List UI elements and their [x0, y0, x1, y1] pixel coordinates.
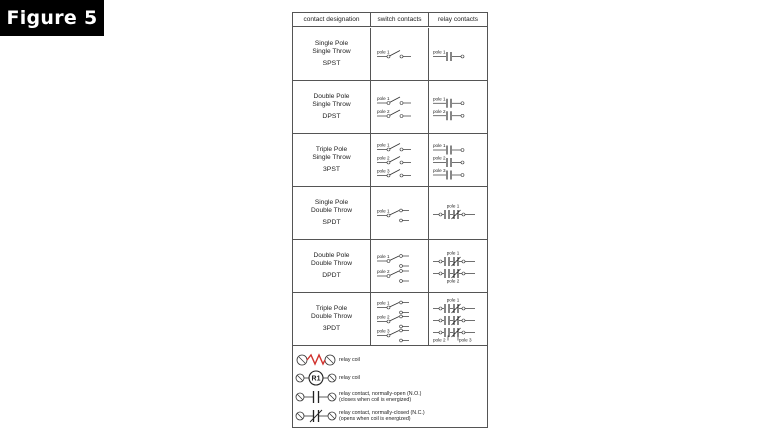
- pole-label: pole 2: [377, 109, 390, 114]
- switch-blade: [390, 157, 401, 163]
- pole-label: pole 1: [377, 208, 390, 214]
- figure-label: Figure 5: [0, 0, 104, 36]
- switch-terminal: [387, 148, 390, 151]
- relay-symbol: [429, 187, 487, 240]
- contact-name: Single Pole Single Throw: [312, 40, 351, 55]
- relay-contacts-cell: [429, 240, 487, 292]
- switch-terminal-upper: [400, 270, 403, 273]
- pole-label: pole 2: [377, 314, 390, 320]
- switch-terminal: [400, 148, 403, 151]
- contact-terminal: [462, 260, 465, 263]
- contact-designation-cell: [293, 28, 371, 80]
- symbol-legend: [293, 345, 487, 427]
- switch-terminal: [387, 320, 390, 323]
- contact-abbreviation: DPDT: [322, 272, 341, 280]
- contact-abbreviation: SPST: [322, 60, 341, 68]
- relay-symbol: [429, 240, 487, 293]
- contact-name: Triple Pole Single Throw: [312, 146, 351, 161]
- switch-terminal: [400, 174, 403, 177]
- legend-text: relay coil: [339, 375, 360, 381]
- relay-contacts-cell: [429, 187, 487, 239]
- relay-symbol: [429, 81, 487, 134]
- relay-symbol: [429, 293, 487, 346]
- switch-terminal-lower: [400, 219, 403, 222]
- table-row: [293, 81, 487, 134]
- switch-blade: [390, 303, 400, 308]
- contact-abbreviation: 3PDT: [322, 325, 341, 333]
- pole-label: pole 1: [433, 96, 446, 102]
- contact-terminal: [439, 213, 442, 216]
- table-row: [293, 134, 487, 187]
- switch-blade: [390, 317, 400, 322]
- switch-contacts-cell: [371, 293, 429, 345]
- switch-terminal: [400, 115, 403, 118]
- header-contact-designation: contact designation: [293, 13, 371, 27]
- contact-terminal: [461, 161, 464, 164]
- switch-blade: [390, 271, 400, 276]
- table-row: [293, 187, 487, 240]
- switch-terminal-upper: [400, 315, 403, 318]
- pole-label: pole 3: [377, 328, 390, 334]
- switch-terminal: [387, 214, 390, 217]
- legend-text: relay coil: [339, 357, 360, 363]
- contact-designation-cell: [293, 81, 371, 133]
- switch-blade: [390, 331, 400, 336]
- table-row: [293, 293, 487, 346]
- switch-blade: [390, 97, 401, 103]
- contact-terminal: [461, 102, 464, 105]
- pole-label: pole 1: [377, 49, 390, 55]
- contact-terminal: [462, 319, 465, 322]
- contact-terminal: [462, 331, 465, 334]
- contact-abbreviation: 3PST: [323, 166, 340, 174]
- pole-label: pole 1: [377, 142, 390, 148]
- switch-symbol: [371, 81, 429, 134]
- switch-terminal-upper: [400, 301, 403, 304]
- header-relay-contacts: relay contacts: [429, 13, 487, 27]
- contact-designation-cell: [293, 187, 371, 239]
- contact-terminal: [461, 55, 464, 58]
- switch-terminal: [387, 260, 390, 263]
- contact-terminal: [439, 319, 442, 322]
- switch-terminal: [387, 334, 390, 337]
- legend-item: [293, 351, 487, 369]
- legend-text: relay contact, normally-closed (N.C.) (opens when coil is energized): [339, 410, 425, 422]
- relay-contacts-cell: [429, 81, 487, 133]
- pole-label: pole 2: [377, 155, 390, 161]
- legend-text: relay contact, normally-open (N.O.) (closes when coil is energized): [339, 391, 422, 403]
- switch-symbol: [371, 293, 429, 346]
- relay-coil-wave-icon: [293, 351, 339, 369]
- legend-item: [293, 407, 487, 425]
- switch-terminal-lower: [400, 265, 403, 268]
- switch-terminal: [387, 55, 390, 58]
- coil-label: R1: [311, 375, 321, 383]
- pole-label: pole 1: [377, 254, 390, 259]
- header-switch-contacts: switch contacts: [371, 13, 429, 27]
- switch-blade: [390, 170, 401, 176]
- switch-contacts-cell: [371, 134, 429, 186]
- contact-designation-cell: [293, 240, 371, 292]
- normally-open-contact-icon: [293, 388, 339, 406]
- switch-terminal: [400, 161, 403, 164]
- switch-contacts-cell: [371, 187, 429, 239]
- contact-terminal: [462, 307, 465, 310]
- relay-contacts-cell: [429, 134, 487, 186]
- contact-terminal: [461, 149, 464, 152]
- contact-terminal: [461, 174, 464, 177]
- pole-label: pole 2: [377, 269, 390, 274]
- switch-terminal: [387, 174, 390, 177]
- contact-designation-cell: [293, 134, 371, 186]
- switch-blade: [390, 211, 400, 216]
- relay-symbol: [429, 28, 487, 81]
- pole-label: pole 1: [377, 96, 390, 101]
- pole-label: pole 2: [433, 337, 446, 343]
- switch-contacts-cell: [371, 240, 429, 292]
- contact-terminal: [439, 272, 442, 275]
- contact-terminal: [439, 307, 442, 310]
- pole-label: pole 3: [377, 168, 390, 174]
- pole-label: pole 1: [446, 250, 460, 256]
- contact-name: Double Pole Double Throw: [311, 252, 352, 267]
- contact-terminal: [439, 260, 442, 263]
- relay-contacts-cell: [429, 28, 487, 80]
- relay-coil-r1-icon: [293, 369, 339, 387]
- pole-label: pole 1: [433, 49, 446, 55]
- switch-symbol: [371, 28, 429, 81]
- switch-blade: [390, 256, 400, 261]
- switch-terminal-lower: [400, 339, 403, 342]
- switch-blade: [390, 51, 401, 57]
- contact-name: Single Pole Double Throw: [311, 199, 352, 214]
- contact-terminal: [462, 213, 465, 216]
- pole-label: pole 2: [433, 155, 446, 161]
- legend-item: [293, 388, 487, 406]
- switch-terminal: [387, 161, 390, 164]
- pole-label: pole 1: [446, 297, 460, 303]
- switch-terminal-lower: [400, 280, 403, 283]
- relay-symbol: [429, 134, 487, 187]
- switch-contacts-cell: [371, 81, 429, 133]
- switch-terminal-upper: [400, 329, 403, 332]
- contact-terminal: [439, 331, 442, 334]
- switch-symbol: [371, 134, 429, 187]
- contact-abbreviation: DPST: [322, 113, 341, 121]
- contact-terminal: [462, 272, 465, 275]
- pole-label: pole 2: [433, 108, 446, 114]
- switch-terminal: [387, 275, 390, 278]
- switch-terminal: [387, 102, 390, 105]
- switch-symbol: [371, 187, 429, 240]
- legend-item: [293, 369, 487, 387]
- contact-abbreviation: SPDT: [322, 219, 341, 227]
- pole-label: pole 2: [446, 278, 460, 284]
- relay-contacts-cell: [429, 293, 487, 345]
- contact-designation-cell: [293, 293, 371, 345]
- pole-label: pole 3: [459, 337, 472, 343]
- contact-types-table: [292, 12, 488, 428]
- pole-label: pole 1: [433, 143, 446, 148]
- pole-label: pole 1: [446, 203, 460, 209]
- switch-contacts-cell: [371, 28, 429, 80]
- switch-blade: [390, 144, 401, 150]
- switch-terminal-upper: [400, 209, 403, 212]
- switch-terminal: [400, 102, 403, 105]
- switch-terminal: [387, 306, 390, 309]
- switch-terminal-lower: [400, 311, 403, 314]
- normally-closed-contact-icon: [293, 407, 339, 425]
- table-row: [293, 240, 487, 293]
- pole-label: pole 1: [377, 300, 390, 306]
- table-row: [293, 28, 487, 81]
- switch-terminal: [387, 115, 390, 118]
- switch-terminal-lower: [400, 325, 403, 328]
- contact-name: Triple Pole Double Throw: [311, 305, 352, 320]
- pole-label: pole 3: [433, 168, 446, 173]
- switch-symbol: [371, 240, 429, 293]
- contact-terminal: [461, 114, 464, 117]
- switch-blade: [390, 110, 401, 116]
- contact-name: Double Pole Single Throw: [312, 93, 351, 108]
- switch-terminal: [400, 55, 403, 58]
- switch-terminal-upper: [400, 255, 403, 258]
